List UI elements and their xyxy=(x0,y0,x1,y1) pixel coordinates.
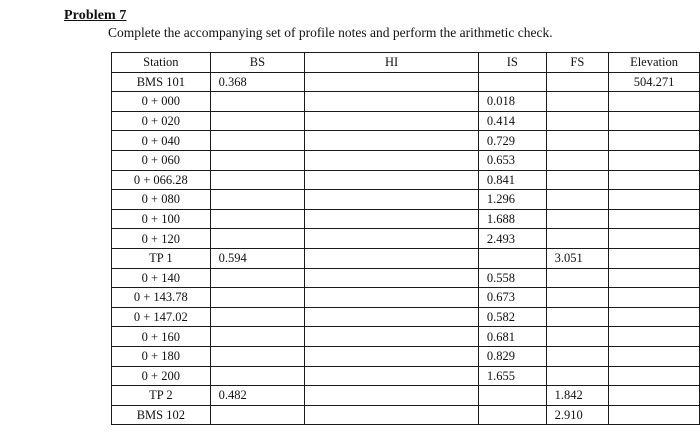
cell-fs xyxy=(546,150,608,170)
table-row xyxy=(112,327,700,347)
header-fs: FS xyxy=(546,53,608,73)
cell-station: 0 + 000 xyxy=(112,92,211,112)
cell-elevation xyxy=(609,268,700,288)
table-row xyxy=(112,170,700,190)
cell-elevation xyxy=(609,170,700,190)
cell-elevation xyxy=(609,327,700,347)
cell-hi xyxy=(305,111,479,131)
table-row xyxy=(112,268,700,288)
cell-station: TP 1 xyxy=(112,248,211,268)
cell-fs xyxy=(546,288,608,308)
cell-station: 0 + 120 xyxy=(112,229,211,249)
cell-bs xyxy=(210,92,305,112)
cell-fs: 1.842 xyxy=(546,386,608,406)
cell-fs xyxy=(546,366,608,386)
cell-station: 0 + 143.78 xyxy=(112,288,211,308)
cell-fs xyxy=(546,92,608,112)
cell-station: 0 + 066.28 xyxy=(112,170,211,190)
cell-fs xyxy=(546,111,608,131)
cell-elevation xyxy=(609,346,700,366)
cell-hi xyxy=(305,72,479,92)
cell-bs xyxy=(210,190,305,210)
cell-station: 0 + 180 xyxy=(112,346,211,366)
cell-fs xyxy=(546,346,608,366)
problem-instruction: Complete the accompanying set of profile notes and perform the arithmetic check. xyxy=(108,25,553,40)
cell-bs xyxy=(210,288,305,308)
cell-hi xyxy=(305,327,479,347)
cell-fs xyxy=(546,307,608,327)
cell-is: 0.729 xyxy=(478,131,546,151)
cell-bs xyxy=(210,150,305,170)
table-row xyxy=(112,229,700,249)
cell-fs xyxy=(546,170,608,190)
cell-elevation xyxy=(609,150,700,170)
cell-is: 1.296 xyxy=(478,190,546,210)
problem-title: Problem 7 xyxy=(64,8,127,23)
cell-station: 0 + 060 xyxy=(112,150,211,170)
cell-fs xyxy=(546,131,608,151)
table-row xyxy=(112,92,700,112)
cell-station: 0 + 080 xyxy=(112,190,211,210)
cell-is: 1.688 xyxy=(478,209,546,229)
cell-hi xyxy=(305,268,479,288)
cell-is: 0.673 xyxy=(478,288,546,308)
table-row xyxy=(112,131,700,151)
cell-bs xyxy=(210,366,305,386)
cell-station: 0 + 140 xyxy=(112,268,211,288)
cell-fs: 3.051 xyxy=(546,248,608,268)
cell-bs: 0.368 xyxy=(210,72,305,92)
cell-elevation xyxy=(609,248,700,268)
cell-bs xyxy=(210,131,305,151)
header-elevation: Elevation xyxy=(609,53,700,73)
cell-bs xyxy=(210,327,305,347)
cell-fs xyxy=(546,209,608,229)
cell-elevation xyxy=(609,229,700,249)
cell-hi xyxy=(305,386,479,406)
cell-hi xyxy=(305,170,479,190)
table-row xyxy=(112,386,700,406)
cell-bs xyxy=(210,170,305,190)
table-row xyxy=(112,307,700,327)
cell-fs xyxy=(546,229,608,249)
table-header-row xyxy=(112,53,700,73)
cell-bs: 0.482 xyxy=(210,386,305,406)
table-row xyxy=(112,346,700,366)
cell-station: 0 + 160 xyxy=(112,327,211,347)
cell-elevation xyxy=(609,307,700,327)
header-bs: BS xyxy=(210,53,305,73)
cell-elevation xyxy=(609,209,700,229)
header-hi: HI xyxy=(305,53,479,73)
header-is: IS xyxy=(478,53,546,73)
cell-is: 0.653 xyxy=(478,150,546,170)
cell-bs xyxy=(210,209,305,229)
cell-elevation xyxy=(609,131,700,151)
cell-bs xyxy=(210,111,305,131)
cell-station: 0 + 200 xyxy=(112,366,211,386)
cell-is xyxy=(478,405,546,425)
cell-hi xyxy=(305,92,479,112)
cell-is: 0.681 xyxy=(478,327,546,347)
cell-hi xyxy=(305,131,479,151)
cell-fs xyxy=(546,190,608,210)
cell-elevation: 504.271 xyxy=(609,72,700,92)
table-row xyxy=(112,111,700,131)
table-row xyxy=(112,150,700,170)
cell-hi xyxy=(305,150,479,170)
cell-is xyxy=(478,72,546,92)
cell-bs xyxy=(210,346,305,366)
table-row xyxy=(112,190,700,210)
table-row xyxy=(112,72,700,92)
cell-station: TP 2 xyxy=(112,386,211,406)
table-body xyxy=(112,72,700,425)
cell-is xyxy=(478,248,546,268)
cell-elevation xyxy=(609,386,700,406)
cell-is: 0.582 xyxy=(478,307,546,327)
cell-station: 0 + 100 xyxy=(112,209,211,229)
cell-hi xyxy=(305,229,479,249)
cell-is: 2.493 xyxy=(478,229,546,249)
header-station: Station xyxy=(112,53,211,73)
cell-elevation xyxy=(609,111,700,131)
cell-fs xyxy=(546,72,608,92)
cell-elevation xyxy=(609,190,700,210)
cell-elevation xyxy=(609,366,700,386)
table-row xyxy=(112,405,700,425)
cell-elevation xyxy=(609,405,700,425)
cell-bs xyxy=(210,229,305,249)
cell-elevation xyxy=(609,92,700,112)
cell-fs xyxy=(546,268,608,288)
cell-bs xyxy=(210,405,305,425)
cell-bs xyxy=(210,268,305,288)
table-row xyxy=(112,366,700,386)
cell-is: 0.829 xyxy=(478,346,546,366)
cell-is: 0.414 xyxy=(478,111,546,131)
cell-hi xyxy=(305,307,479,327)
cell-hi xyxy=(305,248,479,268)
cell-elevation xyxy=(609,288,700,308)
table-row xyxy=(112,209,700,229)
cell-station: 0 + 040 xyxy=(112,131,211,151)
cell-fs xyxy=(546,327,608,347)
cell-hi xyxy=(305,288,479,308)
cell-is: 0.841 xyxy=(478,170,546,190)
cell-is: 1.655 xyxy=(478,366,546,386)
table-row xyxy=(112,248,700,268)
cell-station: BMS 102 xyxy=(112,405,211,425)
cell-hi xyxy=(305,366,479,386)
cell-station: 0 + 147.02 xyxy=(112,307,211,327)
cell-bs: 0.594 xyxy=(210,248,305,268)
cell-hi xyxy=(305,209,479,229)
cell-is: 0.018 xyxy=(478,92,546,112)
cell-is: 0.558 xyxy=(478,268,546,288)
table-row xyxy=(112,288,700,308)
cell-bs xyxy=(210,307,305,327)
cell-hi xyxy=(305,190,479,210)
cell-hi xyxy=(305,405,479,425)
cell-station: BMS 101 xyxy=(112,72,211,92)
cell-hi xyxy=(305,346,479,366)
cell-is xyxy=(478,386,546,406)
cell-station: 0 + 020 xyxy=(112,111,211,131)
profile-notes-table xyxy=(111,52,700,425)
cell-fs: 2.910 xyxy=(546,405,608,425)
